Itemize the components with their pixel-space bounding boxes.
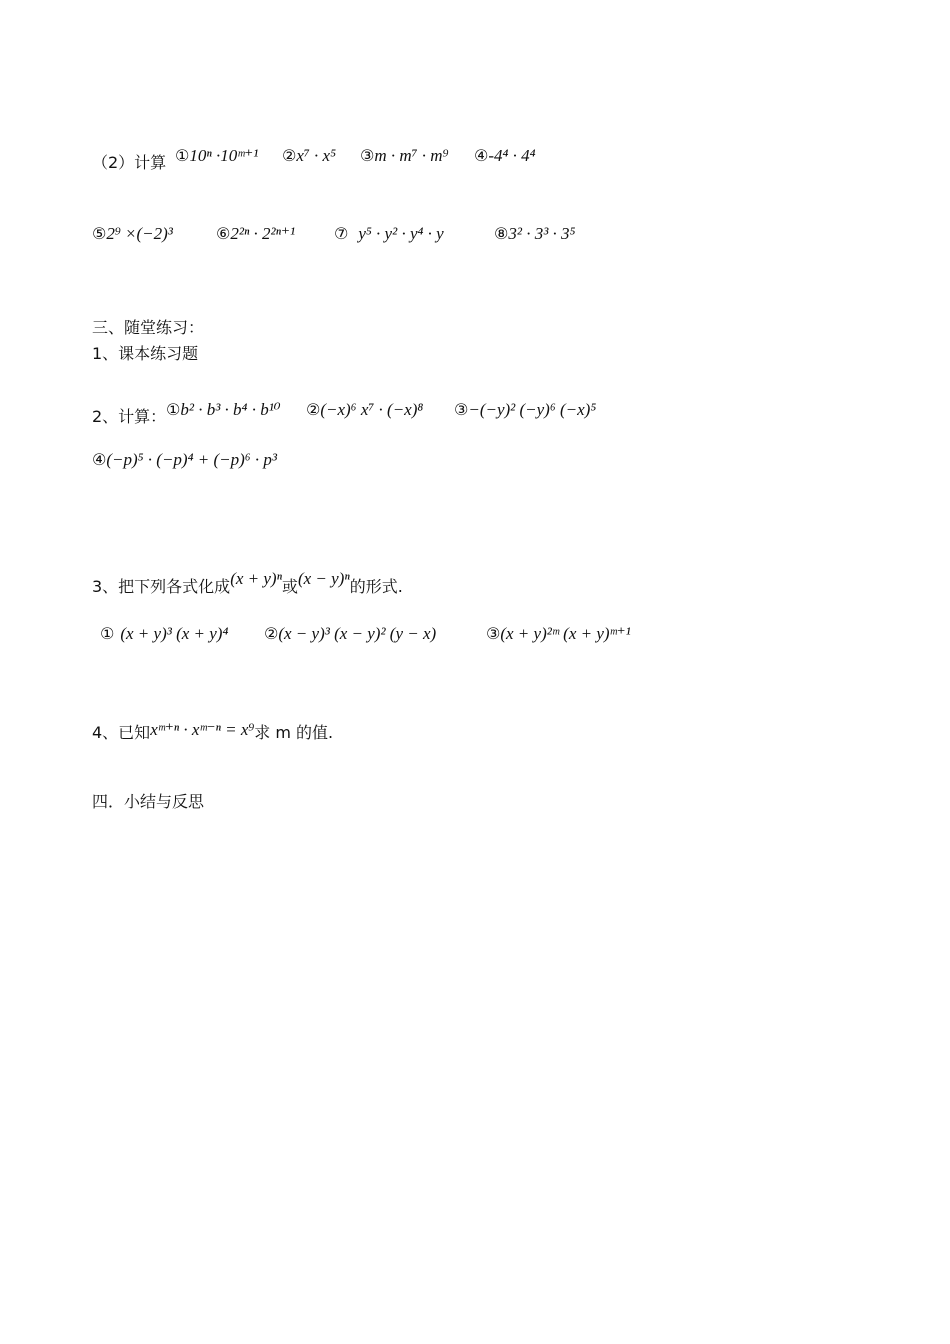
part2-item-6 (216, 224, 295, 244)
q3-form-2: (x − y)ⁿ (297, 569, 350, 588)
math-expression: −(−y)² (−y)⁶ (−x)⁵ (468, 400, 597, 419)
part2-item-4 (474, 146, 536, 166)
part2-item-3 (360, 146, 449, 166)
item-number: ② (306, 400, 321, 419)
math-expression: (x + y)²ᵐ (x + y)ᵐ⁺¹ (500, 624, 631, 643)
item-number: ④ (474, 146, 489, 165)
part2-item-5 (92, 224, 173, 244)
q3-suffix: 的形式. (349, 577, 403, 596)
q3-item-2 (264, 624, 436, 644)
q4-equation: xᵐ⁺ⁿ · xᵐ⁻ⁿ = x⁹ (150, 720, 255, 739)
part2-item-7 (334, 224, 444, 244)
question-4 (92, 720, 333, 743)
item-number: ⑥ (216, 224, 231, 243)
item-number: ① (166, 400, 181, 419)
math-expression: 2⁹ ×(−2)³ (106, 224, 173, 243)
q2-item-3 (454, 400, 596, 420)
question-1: 1、课本练习题 (92, 344, 199, 363)
math-expression: (x − y)³ (x − y)² (y − x) (278, 624, 437, 643)
part2-item-2 (282, 146, 336, 166)
math-expression: 2²ⁿ · 2²ⁿ⁺¹ (230, 224, 296, 243)
item-number: ③ (454, 400, 469, 419)
part2-label: （2）计算 (92, 153, 167, 172)
question-2-label: 2、计算： (92, 407, 167, 426)
item-number: ① (175, 146, 190, 165)
q3-conjunction: 或 (281, 577, 298, 596)
part2-item-1 (175, 146, 258, 166)
item-number: ⑧ (494, 224, 509, 243)
question-3-label (92, 569, 403, 597)
q2-item-4 (92, 450, 277, 470)
q3-item-3 (486, 624, 631, 644)
item-number: ④ (92, 450, 107, 469)
section3-title: 三、随堂练习： (92, 318, 205, 337)
item-number: ② (282, 146, 297, 165)
math-expression: -4⁴ · 4⁴ (488, 146, 536, 165)
item-number: ② (264, 624, 279, 643)
math-expression: m · m⁷ · m⁹ (374, 146, 449, 165)
math-expression: 10ⁿ ·10ᵐ⁺¹ (189, 146, 259, 165)
part2-item-8 (494, 224, 575, 244)
item-number: ① (100, 624, 115, 643)
math-expression: y⁵ · y² · y⁴ · y (358, 224, 444, 243)
section4-title: 四．小结与反思 (92, 792, 205, 811)
item-number: ⑤ (92, 224, 107, 243)
item-number: ③ (486, 624, 501, 643)
q3-form-1: (x + y)ⁿ (230, 569, 282, 588)
q3-prefix: 3、把下列各式化成 (92, 577, 231, 596)
q3-item-1 (100, 624, 228, 644)
item-number: ⑦ (334, 224, 349, 243)
math-expression: (x + y)³ (x + y)⁴ (120, 624, 229, 643)
math-expression: x⁷ · x⁵ (296, 146, 337, 165)
math-expression: (−x)⁶ x⁷ · (−x)⁸ (320, 400, 424, 419)
q2-item-2 (306, 400, 423, 420)
q4-prefix: 4、已知 (92, 723, 151, 742)
q2-item-1 (166, 400, 281, 420)
item-number: ③ (360, 146, 375, 165)
math-expression: (−p)⁵ · (−p)⁴ + (−p)⁶ · p³ (106, 450, 278, 469)
math-expression: b² · b³ · b⁴ · b¹⁰ (180, 400, 281, 419)
math-expression: 3² · 3³ · 3⁵ (508, 224, 576, 243)
q4-suffix: 求 m 的值. (254, 723, 334, 742)
